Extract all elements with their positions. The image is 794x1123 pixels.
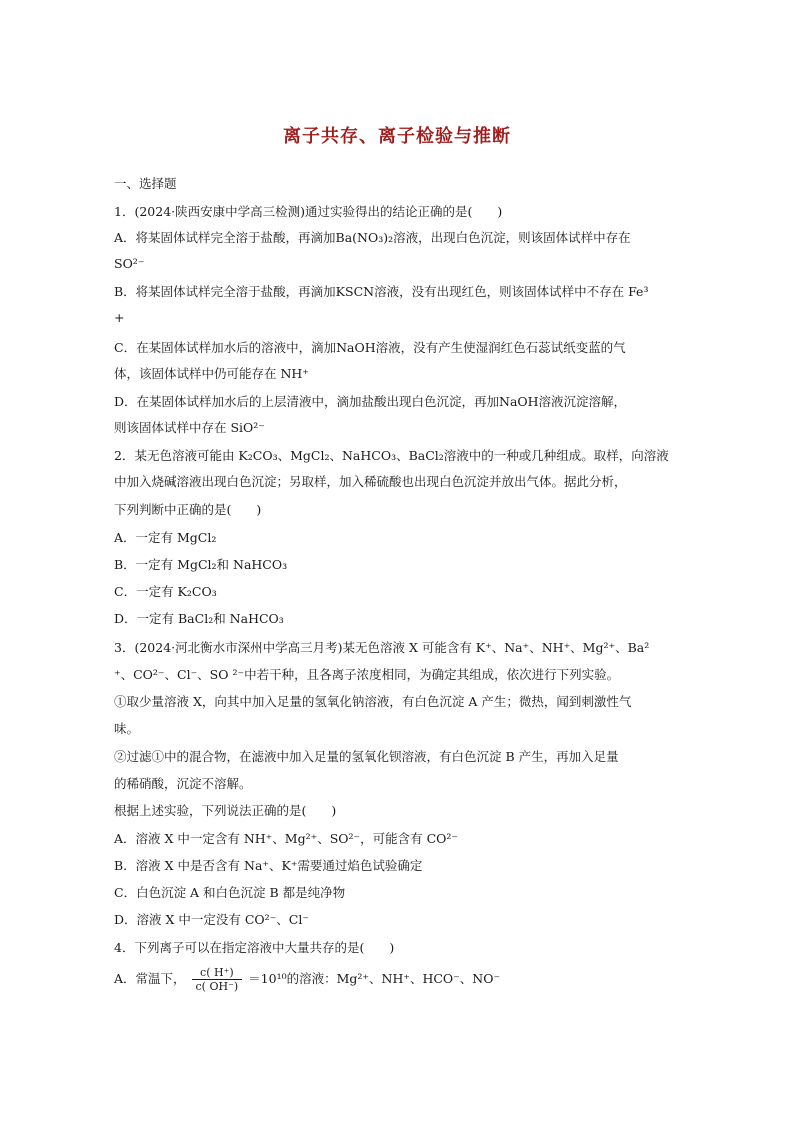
question-1-option-c-cont: 体，该固体试样中仍可能存在 NH⁺ — [114, 366, 309, 381]
question-3-stem-cont: ⁺、CO²⁻、Cl⁻、SO ²⁻中若干种，且各离子浓度相同，为确定其组成，依次进行下列实验。 — [114, 667, 620, 682]
question-2-option-c: C．一定有 K₂CO₃ — [114, 584, 217, 599]
question-1-option-d-cont: 则该固体试样中存在 SiO²⁻ — [114, 420, 265, 435]
question-2-option-d: D．一定有 BaCl₂和 NaHCO₃ — [114, 611, 284, 626]
question-2-option-a: A．一定有 MgCl₂ — [114, 530, 217, 545]
question-2-stem-cont: 中加入烧碱溶液出现白色沉淀；另取样，加入稀硫酸也出现白色沉淀并放出气体。据此分析， — [114, 474, 627, 489]
question-3-option-c: C．白色沉淀 A 和白色沉淀 B 都是纯净物 — [114, 885, 346, 900]
concentration-ratio-fraction — [192, 966, 243, 993]
page-title: 离子共存、离子检验与推断 — [283, 126, 511, 147]
question-2-stem-cont: 下列判断中正确的是( ) — [114, 502, 262, 517]
question-3-step-2-cont: 的稀硝酸，沉淀不溶解。 — [114, 776, 252, 791]
question-4-option-a — [114, 966, 689, 993]
question-3-option-a: A．溶液 X 中一定含有 NH⁺、Mg²⁺、SO²⁻，可能含有 CO²⁻ — [114, 831, 459, 846]
question-1-option-a-cont: SO²⁻ — [114, 256, 145, 271]
fraction-numerator: c( H⁺) — [192, 966, 243, 980]
question-3-option-b: B．溶液 X 中是否含有 Na⁺、K⁺需要通过焰色试验确定 — [114, 858, 423, 873]
question-1-option-c: C．在某固体试样加水后的溶液中，滴加NaOH溶液，没有产生使湿润红色石蕊试纸变蓝的气 — [114, 340, 626, 355]
question-3-prompt: 根据上述实验，下列说法正确的是( ) — [114, 803, 337, 818]
question-3-step-1-cont: 味。 — [114, 721, 140, 736]
question-1-option-a: A．将某固体试样完全溶于盐酸，再滴加Ba(NO₃)₂溶液，出现白色沉淀，则该固体试样中存在 — [114, 230, 631, 245]
question-3-step-1: ①取少量溶液 X，向其中加入足量的氢氧化钠溶液，有白色沉淀 A 产生；微热，闻到刺激性气 — [114, 694, 632, 709]
question-4-stem: 4．下列离子可以在指定溶液中大量共存的是( ) — [114, 940, 395, 955]
fraction-denominator: c( OH⁻) — [195, 980, 239, 993]
question-3-option-d: D．溶液 X 中一定没有 CO²⁻、Cl⁻ — [114, 912, 309, 927]
question-1-option-b: B．将某固体试样完全溶于盐酸，再滴加KSCN溶液，没有出现红色，则该固体试样中不存在 Fe³ — [114, 284, 649, 299]
question-2-option-b: B．一定有 MgCl₂和 NaHCO₃ — [114, 557, 288, 572]
question-1-option-b-cont: + — [114, 310, 125, 325]
section-heading: 一、选择题 — [114, 176, 177, 191]
option-a-suffix: ＝10¹⁰的溶液：Mg²⁺、NH⁺、HCO⁻、NO⁻ — [248, 971, 501, 986]
question-1-stem: 1．(2024·陕西安康中学高三检测)通过实验得出的结论正确的是( ) — [114, 204, 503, 219]
question-2-stem: 2．某无色溶液可能由 K₂CO₃、MgCl₂、NaHCO₃、BaCl₂溶液中的一种或几种组成。取样，向溶液 — [114, 448, 669, 463]
question-1-option-d: D．在某固体试样加水后的上层清液中，滴加盐酸出现白色沉淀，再加NaOH溶液沉淀溶解， — [114, 394, 627, 409]
option-a-prefix: A．常温下， — [114, 971, 186, 986]
question-3-stem: 3．(2024·河北衡水市深州中学高三月考)某无色溶液 X 可能含有 K⁺、Na⁺、NH⁺、Mg²⁺、Ba² — [114, 640, 650, 655]
question-3-step-2: ②过滤①中的混合物，在滤液中加入足量的氢氧化钡溶液，有白色沉淀 B 产生，再加入足量 — [114, 749, 619, 764]
